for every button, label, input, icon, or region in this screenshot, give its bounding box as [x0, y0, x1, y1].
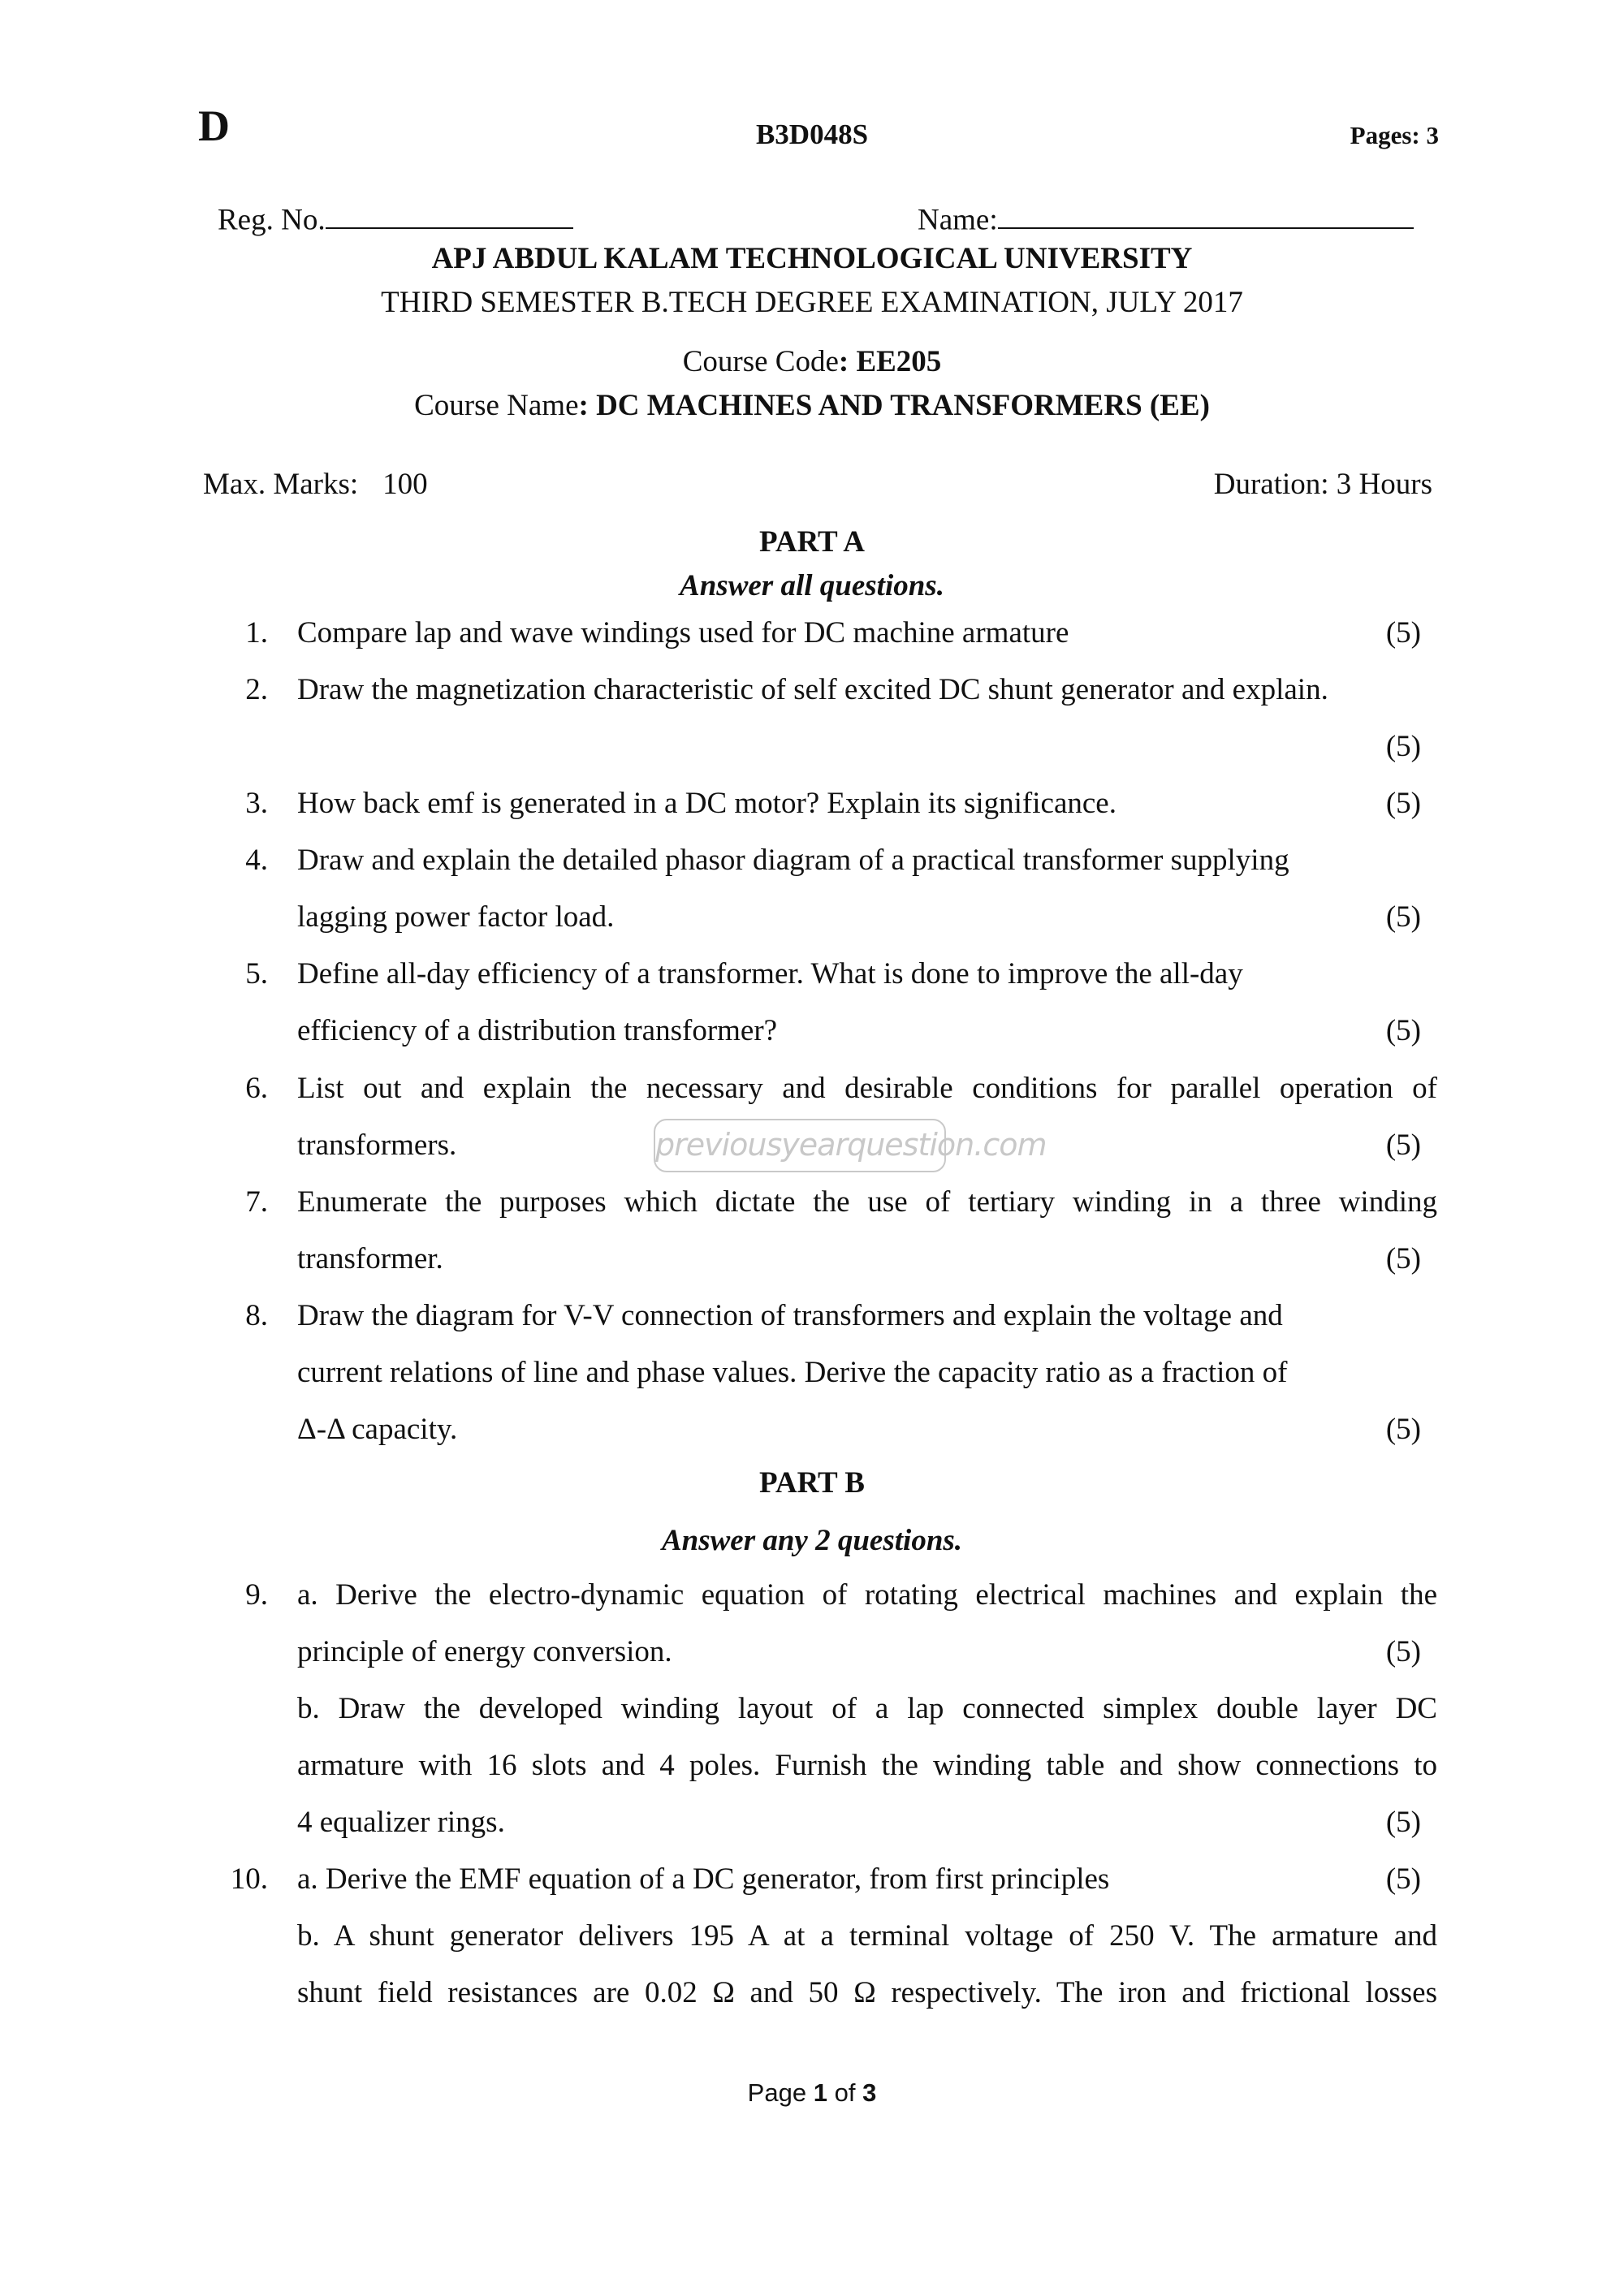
name-field: [918, 201, 1414, 237]
watermark-logo: previousyearquestion.com: [654, 1119, 946, 1172]
question-10a-marks: (5): [1385, 1862, 1421, 1896]
max-marks: [203, 467, 428, 502]
question-text: Draw the magnetization characteristic of self excited DC shunt generator and explain.: [297, 673, 1328, 706]
question-marks: (5): [1385, 1413, 1421, 1446]
question-text-line-2: efficiency of a distribution transformer?: [297, 1014, 778, 1047]
duration: Duration: 3 Hours: [1213, 468, 1432, 501]
question-marks: (5): [1385, 1242, 1421, 1275]
question-10b-line-1: b. A shunt generator delivers 195 A at a terminal voltage of 250 V. The armature and: [297, 1919, 1437, 1953]
question-10b-line-2: shunt field resistances are 0.02 Ω and 50 Ω respectively. The iron and frictional losses: [297, 1976, 1437, 2009]
max-marks-value: 100: [382, 468, 428, 501]
question-text-line-1: Define all-day efficiency of a transformer. What is done to improve the all-day: [297, 957, 1243, 990]
footer-current-page: 1: [813, 2078, 827, 2107]
question-marks: (5): [1385, 730, 1421, 763]
marks-duration-row: [203, 467, 1432, 502]
question-number: 7.: [245, 1185, 268, 1219]
name-blank: [998, 201, 1414, 229]
question-9b-line-3: 4 equalizer rings.: [297, 1806, 505, 1839]
question-9a-line-1: a. Derive the electro-dynamic equation of rotating electrical machines and explain the: [297, 1578, 1437, 1612]
footer-page-word: Page: [747, 2078, 807, 2107]
question-text-line-1: Enumerate the purposes which dictate the use of tertiary winding in a three winding: [297, 1185, 1437, 1219]
page-footer: [0, 2078, 1624, 2108]
question-text-line-1: List out and explain the necessary and desirable conditions for parallel operation of: [297, 1072, 1437, 1105]
question-9b-line-2: armature with 16 slots and 4 poles. Furnish the winding table and show connections to: [297, 1749, 1437, 1782]
paper-code: B3D048S: [755, 119, 869, 150]
page-count: [1350, 121, 1439, 150]
examination-title: THIRD SEMESTER B.TECH DEGREE EXAMINATION, JULY 2017: [381, 286, 1243, 319]
part-a-instruction: Answer all questions.: [680, 569, 944, 602]
question-text: How back emf is generated in a DC motor? Explain its significance.: [297, 787, 1116, 820]
question-text-line-2: current relations of line and phase values. Derive the capacity ratio as a fraction of: [297, 1356, 1288, 1389]
question-number: 1.: [245, 616, 268, 650]
max-marks-label: Max. Marks:: [203, 468, 359, 501]
part-b-instruction: Answer any 2 questions.: [661, 1524, 963, 1557]
question-text-line-2: lagging power factor load.: [297, 900, 615, 934]
reg-no-field: [218, 201, 573, 237]
reg-no-label: Reg. No.: [218, 203, 326, 237]
question-9b-marks: (5): [1385, 1806, 1421, 1839]
part-b-title: PART B: [759, 1466, 865, 1500]
question-number: 9.: [245, 1578, 268, 1612]
series-letter: D: [198, 101, 230, 150]
course-code-label: Course Code: [682, 345, 839, 378]
question-text-line-1: Draw and explain the detailed phasor diagram of a practical transformer supplying: [297, 844, 1289, 877]
question-9a-line-2: principle of energy conversion.: [297, 1635, 672, 1668]
question-9b-line-1: b. Draw the developed winding layout of a lap connected simplex double layer DC: [297, 1692, 1437, 1725]
question-marks: (5): [1385, 616, 1421, 650]
question-number: 3.: [245, 787, 268, 820]
question-9a-marks: (5): [1385, 1635, 1421, 1668]
question-text-line-2: transformers.: [297, 1129, 457, 1162]
university-name: APJ ABDUL KALAM TECHNOLOGICAL UNIVERSITY: [431, 242, 1193, 275]
question-number: 5.: [245, 957, 268, 990]
name-label: Name:: [918, 203, 998, 237]
question-number: 4.: [245, 844, 268, 877]
pages-label: Pages:: [1350, 121, 1420, 149]
course-code-value: : EE205: [838, 345, 942, 378]
question-marks: (5): [1385, 1129, 1421, 1162]
footer-of-word: of: [834, 2078, 856, 2107]
course-name-value: : DC MACHINES AND TRANSFORMERS (EE): [578, 389, 1210, 422]
course-name: [0, 388, 1624, 423]
pages-value: 3: [1426, 121, 1439, 149]
question-number: 10.: [230, 1862, 268, 1896]
reg-no-blank: [326, 201, 573, 229]
question-10a-line-1: a. Derive the EMF equation of a DC generator, from first principles: [297, 1862, 1110, 1896]
question-text-line-3: Δ-Δ capacity.: [297, 1413, 458, 1446]
question-text-line-1: Draw the diagram for V-V connection of transformers and explain the voltage and: [297, 1299, 1283, 1332]
question-number: 8.: [245, 1299, 268, 1332]
part-a-title: PART A: [759, 525, 865, 559]
course-code: [0, 344, 1624, 379]
question-marks: (5): [1385, 1014, 1421, 1047]
question-number: 6.: [245, 1072, 268, 1105]
question-number: 2.: [245, 673, 268, 706]
question-marks: (5): [1385, 787, 1421, 820]
question-marks: (5): [1385, 900, 1421, 934]
footer-total-pages: 3: [862, 2078, 877, 2107]
question-text: Compare lap and wave windings used for DC machine armature: [297, 616, 1069, 650]
question-text-line-2: transformer.: [297, 1242, 443, 1275]
course-name-label: Course Name: [414, 389, 579, 422]
